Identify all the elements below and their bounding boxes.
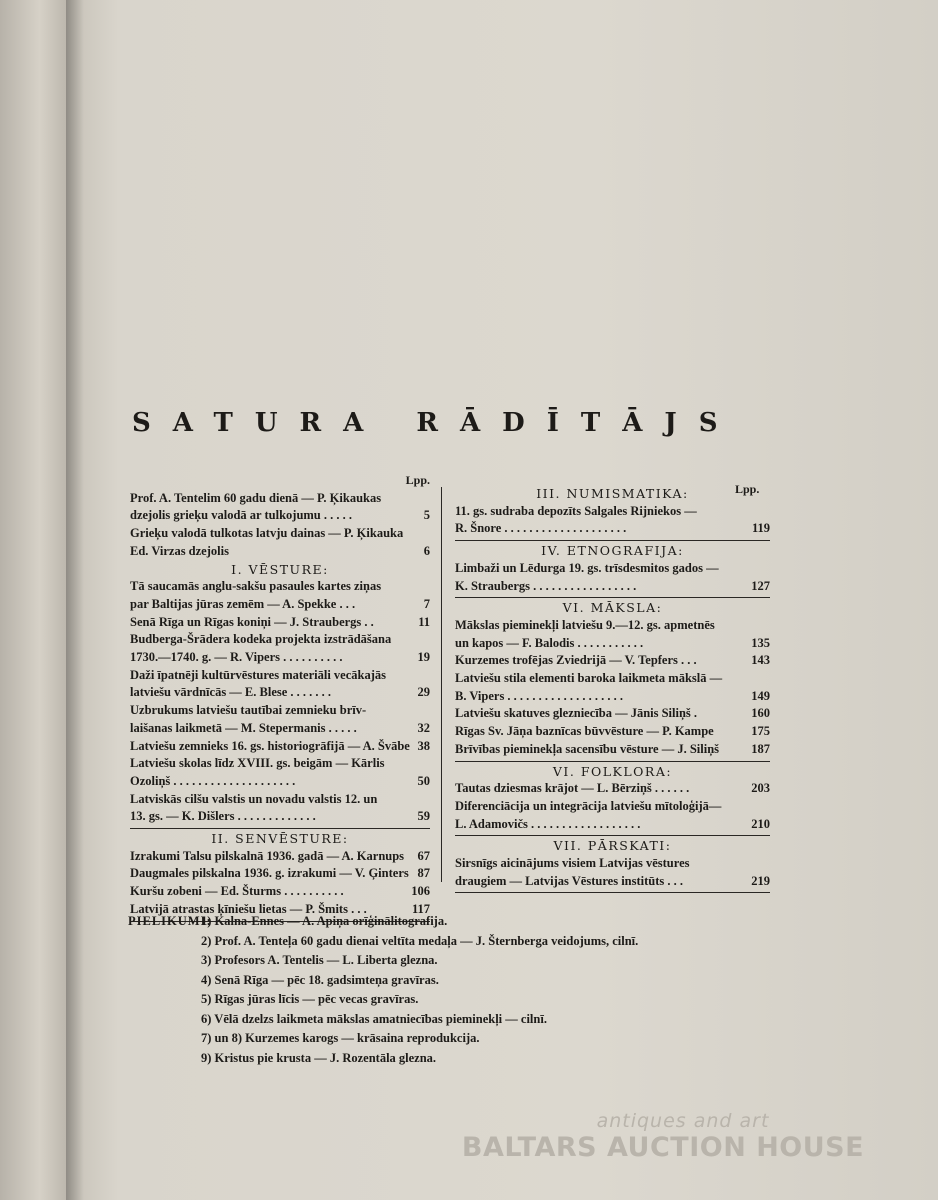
toc-entry-line: Senā Rīga un Rīgas koniņi — J. Straubergs . . <box>130 614 374 629</box>
appendix-item: 2) Prof. A. Tenteļa 60 gadu dienai veltīta medaļa — J. Šternberga veidojums, cilnī. <box>201 933 639 948</box>
page-gutter-shadow <box>66 0 84 1200</box>
toc-entry-line: B. Vipers . . . . . . . . . . . . . . . . . . . <box>455 688 624 703</box>
toc-entry <box>455 617 770 652</box>
toc-page-number: 210 <box>751 816 770 831</box>
section-rule <box>455 761 770 762</box>
toc-entry <box>455 855 770 890</box>
appendix-label: PIELIKUMI: <box>128 914 212 928</box>
watermark-tagline: antiques and art <box>596 1110 770 1132</box>
toc-entry <box>455 503 770 538</box>
toc-page-number: 203 <box>751 781 770 796</box>
section-heading: I. VĒSTURE: <box>231 561 329 577</box>
appendix-item: 5) Rīgas jūras līcis — pēc vecas gravīras. <box>201 992 419 1006</box>
toc-page-number: 117 <box>411 901 430 916</box>
section-heading: VII. PĀRSKATI: <box>553 838 672 854</box>
section-heading: IV. ETNOGRAFIJA: <box>541 543 684 559</box>
toc-page-number: 127 <box>751 578 770 593</box>
toc-entry-line: Uzbrukums latviešu tautībai zemnieku brīv- <box>130 703 367 718</box>
toc-entry <box>455 652 770 670</box>
toc-page-number: 87 <box>417 866 430 881</box>
toc-entry-line: R. Šnore . . . . . . . . . . . . . . . . . . . . <box>455 521 627 536</box>
toc-entry <box>130 791 430 826</box>
page-label-left: Lpp. <box>405 473 430 487</box>
toc-entry-line: Kuršu zobeni — Ed. Šturms . . . . . . . . . . <box>130 884 344 899</box>
section-heading: II. SENVĒSTURE: <box>211 831 349 847</box>
section-rule <box>455 540 770 541</box>
toc-page-number: 7 <box>423 596 430 611</box>
toc-entry-line: Tautas dziesmas krājot — L. Bērziņš . . . . . . <box>455 781 690 796</box>
toc-page-number: 19 <box>417 650 430 665</box>
toc-entry <box>455 705 770 723</box>
section-rule <box>455 597 770 598</box>
toc-entry-line: Daži īpatnēji kultūrvēstures materiāli vecākajās <box>130 667 386 682</box>
toc-entry-line: latviešu vārdnīcās — E. Blese . . . . . . . <box>130 685 332 700</box>
section-heading: VI. FOLKLORA: <box>552 763 673 779</box>
toc-entry-line: un kapos — F. Balodis . . . . . . . . . . . <box>455 635 644 650</box>
toc-entry-line: Tā saucamās anglu-sakšu pasaules kartes ziņas <box>130 579 382 594</box>
toc-page-number: 67 <box>417 848 430 863</box>
toc-entry <box>455 560 770 595</box>
toc-entry-line: dzejolis grieķu valodā ar tulkojumu . . . . . <box>130 508 353 523</box>
toc-entry-line: Kurzemes trofējas Zviedrijā — V. Tepfers . . . <box>455 653 697 668</box>
toc-entry <box>130 702 430 737</box>
toc-page-number: 6 <box>423 543 430 558</box>
toc-entry <box>130 490 430 525</box>
toc-entry-line: Grieķu valodā tulkotas latvju dainas — P. Ķikauka <box>130 526 404 541</box>
toc-entry-line: L. Adamovičs . . . . . . . . . . . . . . . . . . <box>455 816 641 831</box>
toc-page-number: 59 <box>417 809 430 824</box>
toc-entry <box>130 578 430 613</box>
toc-entry <box>455 798 770 833</box>
toc-entry-line: 1730.—1740. g. — R. Vipers . . . . . . . . . . <box>130 650 343 665</box>
toc-page-number: 149 <box>751 688 770 703</box>
toc-entry-line: Limbaži un Lēdurga 19. gs. trīsdesmitos gados — <box>455 560 719 575</box>
toc-entry-line: Latviešu skatuves glezniecība — Jānis Siliņš . <box>455 706 698 721</box>
section-heading: VI. MĀKSLA: <box>562 600 663 616</box>
toc-page-number: 187 <box>751 741 770 756</box>
appendix-item: 9) Kristus pie krusta — J. Rozentāla glezna. <box>201 1050 437 1065</box>
toc-entry <box>130 738 430 756</box>
appendix-item: 7) un 8) Kurzemes karogs — krāsaina reprodukcija. <box>201 1031 480 1045</box>
toc-entry-line: Daugmales pilskalna 1936. g. izrakumi — V. Ģinters <box>130 866 409 881</box>
toc-entry <box>130 848 430 866</box>
section-rule <box>455 892 770 893</box>
appendix-item: 6) Vēlā dzelzs laikmeta mākslas amatniecības pieminekļi — cilnī. <box>201 1011 547 1026</box>
toc-entry <box>130 883 430 901</box>
toc-entry <box>455 741 770 759</box>
watermark-brand: BALTARS AUCTION HOUSE <box>461 1132 865 1163</box>
toc-entry-line: Ed. Virzas dzejolis <box>130 543 229 558</box>
toc-page-number: 135 <box>751 635 770 650</box>
toc-entry <box>130 525 430 560</box>
section-rule <box>455 835 770 836</box>
toc-entry-line: Rīgas Sv. Jāņa baznīcas būvvēsture — P. Kampe <box>455 724 714 739</box>
toc-entry-line: Latviskās cilšu valstis un novadu valstis 12. un <box>130 791 378 806</box>
toc-entry-line: draugiem — Latvijas Vēstures institūts . . . <box>455 873 684 888</box>
toc-entry-line: Ozoliņš . . . . . . . . . . . . . . . . . . . . <box>130 773 296 788</box>
section-rule <box>130 828 430 829</box>
toc-entry-line: Mākslas pieminekļi latviešu 9.—12. gs. apmetnēs <box>455 617 715 632</box>
toc-page-number: 38 <box>417 738 430 753</box>
toc-entry-line: 13. gs. — K. Dišlers . . . . . . . . . . . . . <box>130 809 316 824</box>
toc-entry-line: Izrakumi Talsu pilskalnā 1936. gadā — A. Karnups <box>130 848 405 863</box>
facing-page-edge <box>0 0 66 1200</box>
toc-page-number: 119 <box>751 521 770 536</box>
toc-entry <box>130 614 430 632</box>
toc-entry-line: Prof. A. Tentelim 60 gadu dienā — P. Ķikaukas <box>130 490 382 505</box>
toc-right-column <box>455 485 770 894</box>
toc-entry-line: Brīvības pieminekļa sacensību vēsture — J. Siliņš <box>455 741 720 756</box>
appendix-item: 4) Senā Rīga — pēc 18. gadsimteņa gravīras. <box>201 972 439 987</box>
toc-entry <box>130 865 430 883</box>
toc-page-number: 50 <box>417 773 430 788</box>
toc-page-number: 106 <box>411 884 430 899</box>
toc-entry-line: Latviešu skolas līdz XVIII. gs. beigām — Kārlis <box>130 756 385 771</box>
toc-left-column <box>130 472 430 923</box>
toc-entry-line: Sirsnīgs aicinājums visiem Latvijas vēstures <box>455 856 690 871</box>
toc-entry-line: Latviešu zemnieks 16. gs. historiogrāfijā — A. Švābe <box>130 738 410 753</box>
toc-entry-line: laišanas laikmetā — M. Stepermanis . . . . . <box>130 720 357 735</box>
toc-entry-line: par Baltijas jūras zemēm — A. Spekke . . . <box>130 596 356 611</box>
toc-entry <box>455 723 770 741</box>
toc-entry-line: Latvijā atrastas ķīniešu lietas — P. Šmits . . . <box>130 901 367 916</box>
appendix-item: 1) Kalna-Ennes — A. Apiņa orīģinālitografija. <box>201 914 448 928</box>
toc-entry <box>130 631 430 666</box>
toc-page-number: 219 <box>751 873 770 888</box>
toc-page-number: 5 <box>423 508 430 523</box>
toc-page-number: 29 <box>417 685 430 700</box>
page-label-right: Lpp. <box>735 482 760 496</box>
toc-page-number: 143 <box>751 653 770 668</box>
toc-entry <box>130 667 430 702</box>
appendix-item: 3) Profesors A. Tentelis — L. Liberta glezna. <box>201 953 438 967</box>
toc-entry-line: Diferenciācija un integrācija latviešu mītoloģijā— <box>455 798 722 813</box>
toc-page-number: 11 <box>418 614 430 629</box>
toc-entry-line: Latviešu stila elementi baroka laikmeta mākslā — <box>455 671 723 686</box>
page-title: SATURA RĀDĪTĀJS <box>132 408 740 438</box>
toc-page-number: 160 <box>751 706 770 721</box>
toc-entry-line: Budberga-Šrādera kodeka projekta izstrādāšana <box>130 632 392 647</box>
toc-entry <box>130 755 430 790</box>
toc-page-number: 175 <box>751 724 770 739</box>
toc-entry-line: K. Straubergs . . . . . . . . . . . . . . . . . <box>455 578 637 593</box>
toc-entry-line: 11. gs. sudraba depozīts Salgales Rijniekos — <box>455 503 697 518</box>
toc-page-number: 32 <box>417 720 430 735</box>
column-divider <box>441 487 442 882</box>
toc-entry <box>455 670 770 705</box>
watermark <box>458 1110 868 1163</box>
section-heading: III. NUMISMATIKA: <box>536 486 689 501</box>
toc-entry <box>455 780 770 798</box>
